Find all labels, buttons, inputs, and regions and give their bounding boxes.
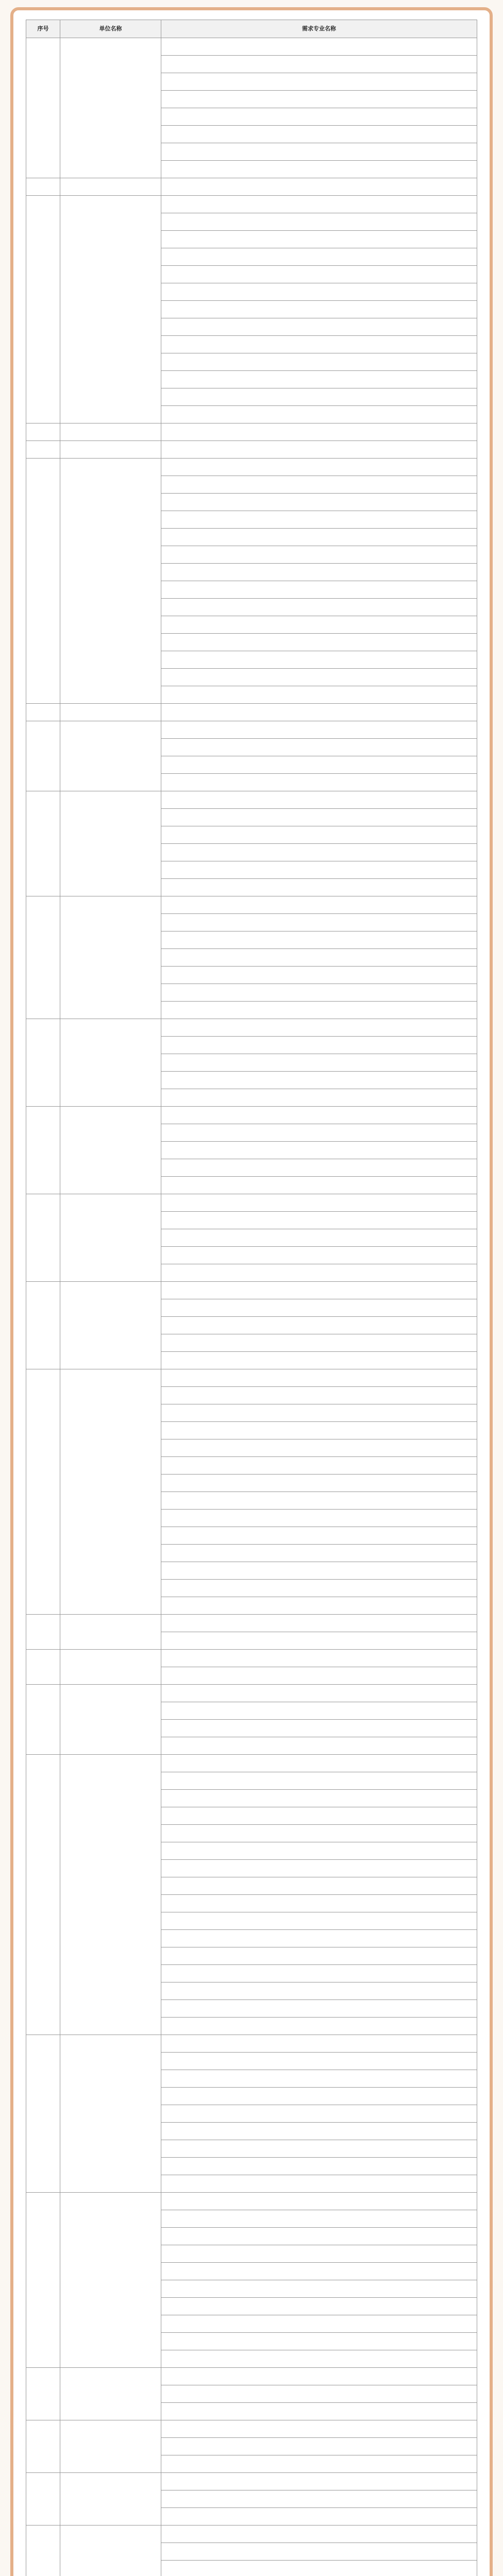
specialty-cell xyxy=(161,1772,477,1790)
specialty-cell xyxy=(161,564,477,581)
row-index-cell xyxy=(26,1369,60,1615)
specialty-cell xyxy=(161,1019,477,1037)
specialty-cell xyxy=(161,949,477,967)
specialty-cell xyxy=(161,1842,477,1860)
specialty-cell xyxy=(161,1597,477,1615)
specialty-cell xyxy=(161,1510,477,1527)
specialty-cell xyxy=(161,353,477,371)
specialty-cell xyxy=(161,2473,477,2490)
specialty-cell xyxy=(161,634,477,651)
specialty-cell xyxy=(161,73,477,91)
row-index-cell xyxy=(26,1615,60,1650)
unit-name-cell xyxy=(60,1615,161,1650)
row-index-cell xyxy=(26,196,60,423)
specialty-cell xyxy=(161,2455,477,2473)
specialty-cell xyxy=(161,56,477,73)
specialty-cell xyxy=(161,984,477,1002)
specialty-cell xyxy=(161,1685,477,1702)
specialty-cell xyxy=(161,2508,477,2526)
specialty-cell xyxy=(161,1650,477,1667)
specialty-cell xyxy=(161,1475,477,1492)
specialty-cell xyxy=(161,1720,477,1737)
specialty-cell xyxy=(161,616,477,634)
table-row xyxy=(26,1755,477,1772)
unit-name-cell xyxy=(60,38,161,178)
specialty-cell xyxy=(161,879,477,896)
table-container xyxy=(26,20,477,2576)
specialty-cell xyxy=(161,2053,477,2070)
specialty-cell xyxy=(161,1545,477,1562)
unit-name-cell xyxy=(60,178,161,196)
row-index-cell xyxy=(26,2526,60,2576)
specialty-cell xyxy=(161,1947,477,1965)
specialty-cell xyxy=(161,2298,477,2315)
row-index-cell xyxy=(26,1282,60,1369)
specialty-cell xyxy=(161,1562,477,1580)
header-index: 序号 xyxy=(26,20,60,38)
specialty-cell xyxy=(161,686,477,704)
header-specialty: 需求专业名称 xyxy=(161,20,477,38)
table-header-row xyxy=(26,20,477,38)
specialty-cell xyxy=(161,2245,477,2263)
row-index-cell xyxy=(26,1019,60,1107)
specialty-cell xyxy=(161,459,477,476)
specialty-cell xyxy=(161,2315,477,2333)
unit-name-cell xyxy=(60,1107,161,1194)
row-index-cell xyxy=(26,2193,60,2368)
specialty-cell xyxy=(161,2490,477,2508)
unit-name-cell xyxy=(60,2473,161,2526)
unit-name-cell xyxy=(60,2368,161,2420)
row-index-cell xyxy=(26,178,60,196)
specialty-cell xyxy=(161,2105,477,2123)
specialty-cell xyxy=(161,1072,477,1089)
row-index-cell xyxy=(26,423,60,441)
specialty-cell xyxy=(161,2000,477,2018)
specialty-cell xyxy=(161,1527,477,1545)
specialty-cell xyxy=(161,1177,477,1194)
table-row xyxy=(26,1107,477,1124)
specialty-cell xyxy=(161,2385,477,2403)
specialty-cell xyxy=(161,91,477,108)
specialty-cell xyxy=(161,2035,477,2053)
table-row xyxy=(26,1282,477,1299)
specialty-cell xyxy=(161,896,477,914)
row-index-cell xyxy=(26,1685,60,1755)
specialty-cell xyxy=(161,844,477,861)
specialty-cell xyxy=(161,38,477,56)
specialty-cell xyxy=(161,756,477,774)
specialty-cell xyxy=(161,861,477,879)
specialty-cell xyxy=(161,231,477,248)
specialty-cell xyxy=(161,371,477,388)
unit-name-cell xyxy=(60,1755,161,2035)
specialty-cell xyxy=(161,2438,477,2455)
table-row xyxy=(26,1369,477,1387)
unit-name-cell xyxy=(60,1019,161,1107)
specialty-cell xyxy=(161,2526,477,2543)
row-index-cell xyxy=(26,1650,60,1685)
table-row xyxy=(26,1685,477,1702)
table-row xyxy=(26,423,477,441)
specialty-cell xyxy=(161,1930,477,1947)
unit-name-cell xyxy=(60,1369,161,1615)
specialty-cell xyxy=(161,1755,477,1772)
unit-name-cell xyxy=(60,423,161,441)
table-row xyxy=(26,178,477,196)
unit-name-cell xyxy=(60,721,161,791)
unit-name-cell xyxy=(60,704,161,721)
specialty-cell xyxy=(161,476,477,494)
specialty-cell xyxy=(161,1299,477,1317)
specialty-cell xyxy=(161,1457,477,1475)
specialty-cell xyxy=(161,266,477,283)
specialty-cell xyxy=(161,2123,477,2140)
specialty-cell xyxy=(161,248,477,266)
specialty-cell xyxy=(161,1124,477,1142)
specialty-cell xyxy=(161,1089,477,1107)
specialty-cell xyxy=(161,1422,477,1439)
row-index-cell xyxy=(26,704,60,721)
table-row xyxy=(26,704,477,721)
table-row xyxy=(26,2193,477,2210)
specialty-cell xyxy=(161,1404,477,1422)
specialty-cell xyxy=(161,931,477,949)
specialty-cell xyxy=(161,1912,477,1930)
specialty-cell xyxy=(161,423,477,441)
specialty-cell xyxy=(161,1895,477,1912)
specialty-cell xyxy=(161,1580,477,1597)
specialty-cell xyxy=(161,546,477,564)
specialty-cell xyxy=(161,1877,477,1895)
specialty-cell xyxy=(161,2350,477,2368)
specialty-cell xyxy=(161,2543,477,2561)
unit-name-cell xyxy=(60,896,161,1019)
table-row xyxy=(26,791,477,809)
specialty-cell xyxy=(161,721,477,739)
row-index-cell xyxy=(26,1107,60,1194)
specialty-cell xyxy=(161,599,477,616)
specialty-cell xyxy=(161,651,477,669)
specialty-cell xyxy=(161,2333,477,2350)
table-row xyxy=(26,1194,477,1212)
unit-name-cell xyxy=(60,2526,161,2576)
specialty-cell xyxy=(161,406,477,423)
row-index-cell xyxy=(26,2035,60,2193)
unit-name-cell xyxy=(60,1650,161,1685)
table-row xyxy=(26,1615,477,1632)
specialty-cell xyxy=(161,1369,477,1387)
specialty-cell xyxy=(161,1807,477,1825)
specialty-cell xyxy=(161,739,477,756)
specialty-cell xyxy=(161,1054,477,1072)
specialty-cell xyxy=(161,1387,477,1404)
table-row xyxy=(26,896,477,914)
row-index-cell xyxy=(26,459,60,704)
table-row xyxy=(26,1019,477,1037)
specialty-cell xyxy=(161,1982,477,2000)
specialty-cell xyxy=(161,1790,477,1807)
specialty-cell xyxy=(161,2158,477,2175)
document-sheet xyxy=(10,7,493,2576)
specialty-cell xyxy=(161,108,477,126)
table-row xyxy=(26,2420,477,2438)
specialty-cell xyxy=(161,2403,477,2420)
unit-name-cell xyxy=(60,2420,161,2473)
recruitment-table xyxy=(26,20,477,2576)
unit-name-cell xyxy=(60,1282,161,1369)
unit-name-cell xyxy=(60,1685,161,1755)
unit-name-cell xyxy=(60,196,161,423)
specialty-cell xyxy=(161,2193,477,2210)
specialty-cell xyxy=(161,2561,477,2576)
specialty-cell xyxy=(161,161,477,178)
specialty-cell xyxy=(161,914,477,931)
specialty-cell xyxy=(161,2228,477,2245)
specialty-cell xyxy=(161,318,477,336)
specialty-cell xyxy=(161,1492,477,1510)
row-index-cell xyxy=(26,791,60,896)
table-row xyxy=(26,38,477,56)
unit-name-cell xyxy=(60,1194,161,1282)
specialty-cell xyxy=(161,826,477,844)
row-index-cell xyxy=(26,721,60,791)
specialty-cell xyxy=(161,1159,477,1177)
table-row xyxy=(26,1650,477,1667)
table-row xyxy=(26,459,477,476)
table-row xyxy=(26,2035,477,2053)
header-unit: 单位名称 xyxy=(60,20,161,38)
specialty-cell xyxy=(161,809,477,826)
table-body xyxy=(26,38,477,2576)
specialty-cell xyxy=(161,1247,477,1264)
specialty-cell xyxy=(161,213,477,231)
specialty-cell xyxy=(161,2088,477,2105)
row-index-cell xyxy=(26,896,60,1019)
specialty-cell xyxy=(161,1037,477,1054)
specialty-cell xyxy=(161,1702,477,1720)
specialty-cell xyxy=(161,1229,477,1247)
specialty-cell xyxy=(161,2263,477,2280)
specialty-cell xyxy=(161,1439,477,1457)
specialty-cell xyxy=(161,1194,477,1212)
row-index-cell xyxy=(26,2420,60,2473)
specialty-cell xyxy=(161,494,477,511)
table-row xyxy=(26,196,477,213)
row-index-cell xyxy=(26,1755,60,2035)
specialty-cell xyxy=(161,529,477,546)
row-index-cell xyxy=(26,38,60,178)
specialty-cell xyxy=(161,1142,477,1159)
specialty-cell xyxy=(161,1825,477,1842)
specialty-cell xyxy=(161,1352,477,1369)
specialty-cell xyxy=(161,2175,477,2193)
specialty-cell xyxy=(161,388,477,406)
specialty-cell xyxy=(161,1632,477,1650)
unit-name-cell xyxy=(60,459,161,704)
unit-name-cell xyxy=(60,2035,161,2193)
table-row xyxy=(26,2368,477,2385)
specialty-cell xyxy=(161,1334,477,1352)
specialty-cell xyxy=(161,1317,477,1334)
specialty-cell xyxy=(161,2368,477,2385)
specialty-cell xyxy=(161,196,477,213)
specialty-cell xyxy=(161,1002,477,1019)
specialty-cell xyxy=(161,1212,477,1229)
specialty-cell xyxy=(161,1264,477,1282)
unit-name-cell xyxy=(60,441,161,459)
specialty-cell xyxy=(161,2280,477,2298)
specialty-cell xyxy=(161,2140,477,2158)
row-index-cell xyxy=(26,2368,60,2420)
unit-name-cell xyxy=(60,791,161,896)
specialty-cell xyxy=(161,301,477,318)
table-row xyxy=(26,2526,477,2543)
specialty-cell xyxy=(161,283,477,301)
specialty-cell xyxy=(161,967,477,984)
table-row xyxy=(26,2473,477,2490)
row-index-cell xyxy=(26,441,60,459)
specialty-cell xyxy=(161,2070,477,2088)
specialty-cell xyxy=(161,1667,477,1685)
table-row xyxy=(26,441,477,459)
specialty-cell xyxy=(161,2018,477,2035)
specialty-cell xyxy=(161,1860,477,1877)
row-index-cell xyxy=(26,2473,60,2526)
specialty-cell xyxy=(161,2420,477,2438)
specialty-cell xyxy=(161,336,477,353)
unit-name-cell xyxy=(60,2193,161,2368)
specialty-cell xyxy=(161,511,477,529)
specialty-cell xyxy=(161,704,477,721)
specialty-cell xyxy=(161,774,477,791)
specialty-cell xyxy=(161,1615,477,1632)
specialty-cell xyxy=(161,1965,477,1982)
table-row xyxy=(26,721,477,739)
specialty-cell xyxy=(161,669,477,686)
specialty-cell xyxy=(161,2210,477,2228)
specialty-cell xyxy=(161,1737,477,1755)
specialty-cell xyxy=(161,791,477,809)
specialty-cell xyxy=(161,143,477,161)
specialty-cell xyxy=(161,1282,477,1299)
specialty-cell xyxy=(161,581,477,599)
row-index-cell xyxy=(26,1194,60,1282)
specialty-cell xyxy=(161,178,477,196)
specialty-cell xyxy=(161,441,477,459)
specialty-cell xyxy=(161,126,477,143)
specialty-cell xyxy=(161,1107,477,1124)
